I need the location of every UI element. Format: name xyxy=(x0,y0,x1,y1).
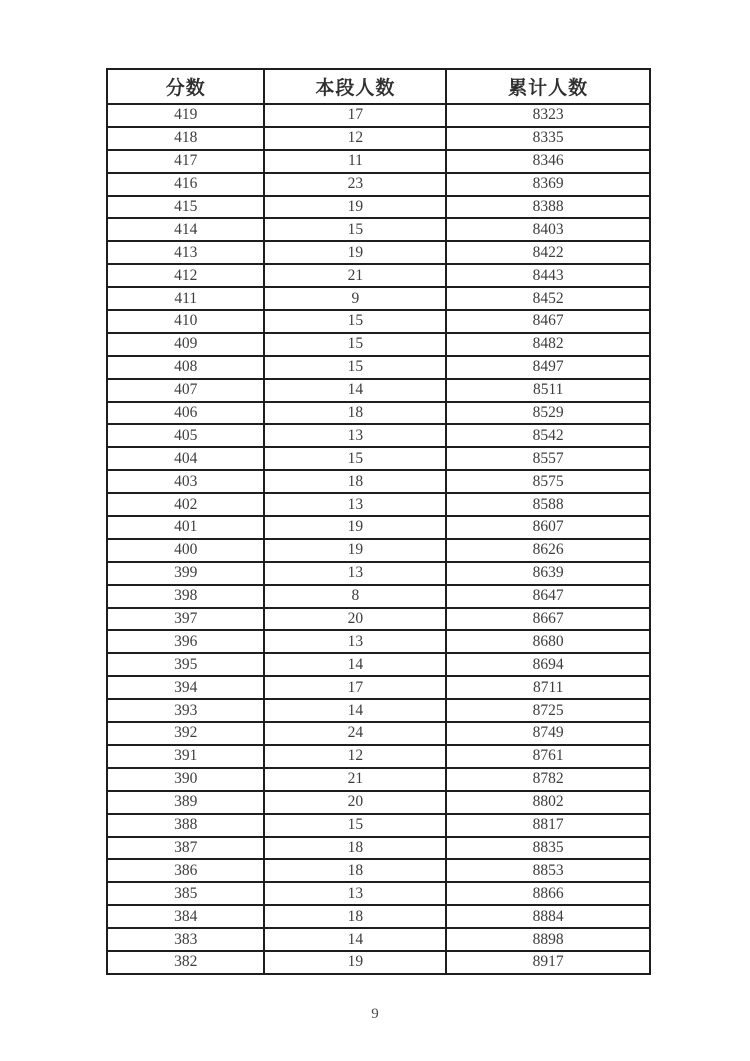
table-row xyxy=(107,951,650,974)
score-cell: 416 xyxy=(107,173,264,196)
score-cell: 405 xyxy=(107,424,264,447)
score-cell: 382 xyxy=(107,951,264,974)
cumulative-count-cell: 8323 xyxy=(446,104,650,127)
cumulative-count-cell: 8369 xyxy=(446,173,650,196)
cumulative-count-cell: 8817 xyxy=(446,814,650,837)
score-cell: 414 xyxy=(107,218,264,241)
table-row xyxy=(107,173,650,196)
table-row xyxy=(107,837,650,860)
segment-count-cell: 21 xyxy=(264,264,446,287)
score-cell: 385 xyxy=(107,882,264,905)
score-cell: 401 xyxy=(107,516,264,539)
segment-count-cell: 20 xyxy=(264,608,446,631)
cumulative-count-cell: 8607 xyxy=(446,516,650,539)
score-cell: 417 xyxy=(107,150,264,173)
segment-count-cell: 14 xyxy=(264,653,446,676)
table-row xyxy=(107,218,650,241)
page-number: 9 xyxy=(371,1006,379,1022)
table-row xyxy=(107,287,650,310)
score-cell: 397 xyxy=(107,608,264,631)
segment-count-cell: 13 xyxy=(264,630,446,653)
cumulative-count-cell: 8680 xyxy=(446,630,650,653)
cumulative-count-cell: 8588 xyxy=(446,493,650,516)
table-row xyxy=(107,562,650,585)
score-cell: 402 xyxy=(107,493,264,516)
cumulative-count-cell: 8542 xyxy=(446,424,650,447)
cumulative-count-cell: 8898 xyxy=(446,928,650,951)
table-row xyxy=(107,493,650,516)
table-row xyxy=(107,447,650,470)
score-cell: 406 xyxy=(107,402,264,425)
segment-count-cell: 13 xyxy=(264,562,446,585)
segment-count-cell: 15 xyxy=(264,447,446,470)
table-row xyxy=(107,859,650,882)
table-row xyxy=(107,104,650,127)
table-row xyxy=(107,882,650,905)
table-row xyxy=(107,424,650,447)
segment-count-cell: 14 xyxy=(264,379,446,402)
segment-count-cell: 18 xyxy=(264,837,446,860)
table-row xyxy=(107,608,650,631)
score-cell: 411 xyxy=(107,287,264,310)
cumulative-count-cell: 8749 xyxy=(446,722,650,745)
table-row xyxy=(107,150,650,173)
table-row xyxy=(107,402,650,425)
cumulative-count-cell: 8422 xyxy=(446,241,650,264)
score-cell: 412 xyxy=(107,264,264,287)
header-cumulative-count: 累计人数 xyxy=(446,69,650,104)
cumulative-count-cell: 8511 xyxy=(446,379,650,402)
score-cell: 407 xyxy=(107,379,264,402)
cumulative-count-cell: 8467 xyxy=(446,310,650,333)
table-row xyxy=(107,585,650,608)
score-cell: 403 xyxy=(107,470,264,493)
cumulative-count-cell: 8835 xyxy=(446,837,650,860)
segment-count-cell: 23 xyxy=(264,173,446,196)
table-row xyxy=(107,722,650,745)
cumulative-count-cell: 8497 xyxy=(446,356,650,379)
table-row xyxy=(107,676,650,699)
segment-count-cell: 9 xyxy=(264,287,446,310)
cumulative-count-cell: 8557 xyxy=(446,447,650,470)
segment-count-cell: 12 xyxy=(264,127,446,150)
segment-count-cell: 11 xyxy=(264,150,446,173)
segment-count-cell: 13 xyxy=(264,424,446,447)
cumulative-count-cell: 8725 xyxy=(446,699,650,722)
table-row xyxy=(107,516,650,539)
table-row xyxy=(107,745,650,768)
score-cell: 410 xyxy=(107,310,264,333)
segment-count-cell: 17 xyxy=(264,676,446,699)
score-cell: 389 xyxy=(107,791,264,814)
segment-count-cell: 17 xyxy=(264,104,446,127)
cumulative-count-cell: 8647 xyxy=(446,585,650,608)
segment-count-cell: 14 xyxy=(264,928,446,951)
score-cell: 391 xyxy=(107,745,264,768)
cumulative-count-cell: 8884 xyxy=(446,905,650,928)
cumulative-count-cell: 8482 xyxy=(446,333,650,356)
table-row xyxy=(107,310,650,333)
segment-count-cell: 13 xyxy=(264,882,446,905)
segment-count-cell: 24 xyxy=(264,722,446,745)
segment-count-cell: 15 xyxy=(264,814,446,837)
score-cell: 413 xyxy=(107,241,264,264)
cumulative-count-cell: 8443 xyxy=(446,264,650,287)
table-row xyxy=(107,814,650,837)
table-row xyxy=(107,653,650,676)
segment-count-cell: 15 xyxy=(264,356,446,379)
table-row xyxy=(107,241,650,264)
score-cell: 395 xyxy=(107,653,264,676)
cumulative-count-cell: 8866 xyxy=(446,882,650,905)
cumulative-count-cell: 8782 xyxy=(446,768,650,791)
score-cell: 387 xyxy=(107,837,264,860)
cumulative-count-cell: 8802 xyxy=(446,791,650,814)
score-cell: 404 xyxy=(107,447,264,470)
segment-count-cell: 15 xyxy=(264,218,446,241)
segment-count-cell: 19 xyxy=(264,951,446,974)
table-row xyxy=(107,539,650,562)
segment-count-cell: 20 xyxy=(264,791,446,814)
table-row xyxy=(107,470,650,493)
table-row xyxy=(107,768,650,791)
table-row xyxy=(107,905,650,928)
segment-count-cell: 19 xyxy=(264,539,446,562)
score-distribution-table-container xyxy=(106,68,651,975)
cumulative-count-cell: 8452 xyxy=(446,287,650,310)
score-cell: 386 xyxy=(107,859,264,882)
score-cell: 418 xyxy=(107,127,264,150)
cumulative-count-cell: 8575 xyxy=(446,470,650,493)
cumulative-count-cell: 8335 xyxy=(446,127,650,150)
cumulative-count-cell: 8711 xyxy=(446,676,650,699)
header-score: 分数 xyxy=(107,69,264,104)
segment-count-cell: 19 xyxy=(264,516,446,539)
table-row xyxy=(107,791,650,814)
segment-count-cell: 18 xyxy=(264,905,446,928)
table-row xyxy=(107,699,650,722)
segment-count-cell: 12 xyxy=(264,745,446,768)
score-cell: 383 xyxy=(107,928,264,951)
cumulative-count-cell: 8761 xyxy=(446,745,650,768)
score-cell: 399 xyxy=(107,562,264,585)
cumulative-count-cell: 8694 xyxy=(446,653,650,676)
table-body xyxy=(107,104,650,974)
cumulative-count-cell: 8403 xyxy=(446,218,650,241)
segment-count-cell: 14 xyxy=(264,699,446,722)
cumulative-count-cell: 8529 xyxy=(446,402,650,425)
score-distribution-table xyxy=(106,68,651,975)
cumulative-count-cell: 8639 xyxy=(446,562,650,585)
segment-count-cell: 8 xyxy=(264,585,446,608)
score-cell: 398 xyxy=(107,585,264,608)
cumulative-count-cell: 8853 xyxy=(446,859,650,882)
score-cell: 388 xyxy=(107,814,264,837)
table-row xyxy=(107,127,650,150)
score-cell: 392 xyxy=(107,722,264,745)
score-cell: 409 xyxy=(107,333,264,356)
score-cell: 408 xyxy=(107,356,264,379)
score-cell: 390 xyxy=(107,768,264,791)
segment-count-cell: 15 xyxy=(264,310,446,333)
header-segment-count: 本段人数 xyxy=(264,69,446,104)
table-row xyxy=(107,196,650,219)
cumulative-count-cell: 8667 xyxy=(446,608,650,631)
table-row xyxy=(107,630,650,653)
segment-count-cell: 19 xyxy=(264,196,446,219)
table-row xyxy=(107,379,650,402)
cumulative-count-cell: 8346 xyxy=(446,150,650,173)
segment-count-cell: 18 xyxy=(264,402,446,425)
table-row xyxy=(107,264,650,287)
header-row xyxy=(107,69,650,104)
table-row xyxy=(107,928,650,951)
cumulative-count-cell: 8388 xyxy=(446,196,650,219)
segment-count-cell: 19 xyxy=(264,241,446,264)
segment-count-cell: 18 xyxy=(264,859,446,882)
score-cell: 396 xyxy=(107,630,264,653)
segment-count-cell: 15 xyxy=(264,333,446,356)
score-cell: 394 xyxy=(107,676,264,699)
segment-count-cell: 18 xyxy=(264,470,446,493)
segment-count-cell: 13 xyxy=(264,493,446,516)
score-cell: 384 xyxy=(107,905,264,928)
cumulative-count-cell: 8626 xyxy=(446,539,650,562)
table-row xyxy=(107,333,650,356)
score-cell: 400 xyxy=(107,539,264,562)
score-cell: 415 xyxy=(107,196,264,219)
segment-count-cell: 21 xyxy=(264,768,446,791)
score-cell: 393 xyxy=(107,699,264,722)
cumulative-count-cell: 8917 xyxy=(446,951,650,974)
table-row xyxy=(107,356,650,379)
score-cell: 419 xyxy=(107,104,264,127)
